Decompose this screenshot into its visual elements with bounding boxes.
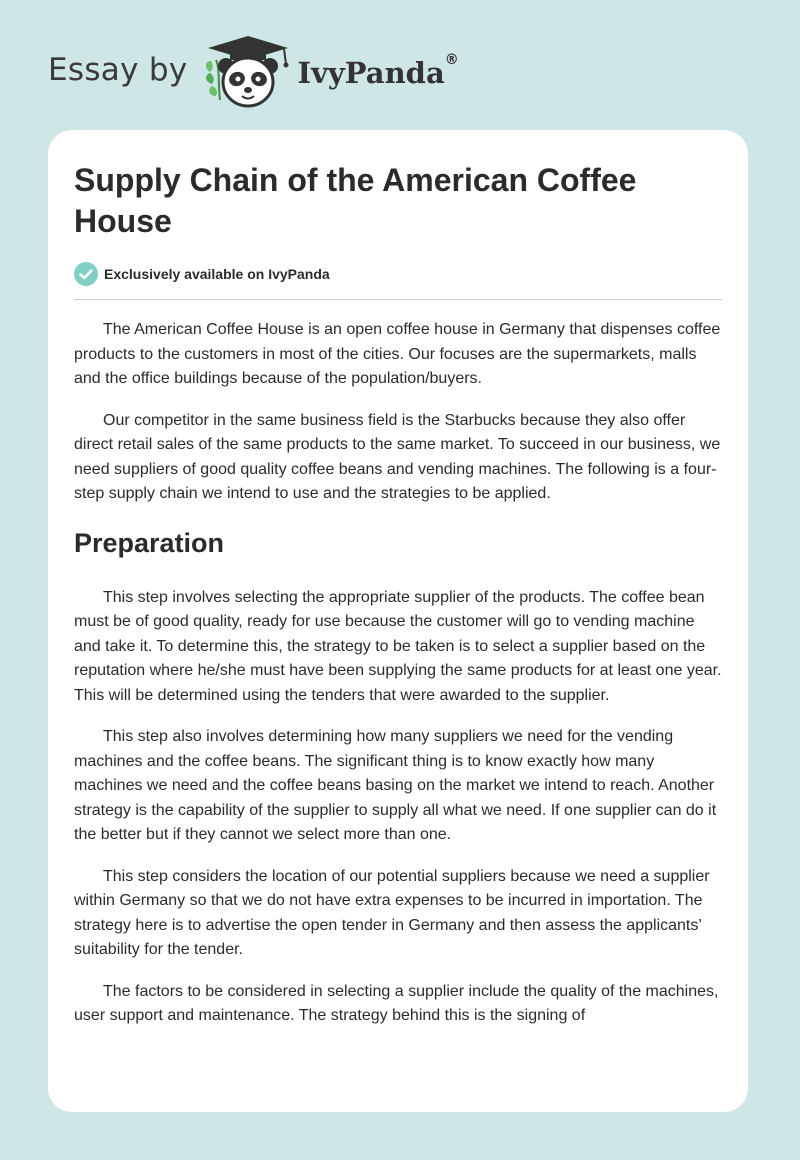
paragraph: This step considers the location of our potential suppliers because we need a supplier within Germany so that we do not have extra expenses to be incurred in importation. The strategy here is to advertise the open tender in Germany and then assess the applicants’ suitability for the tender. [74, 867, 710, 958]
brand-prefix: Essay by [48, 52, 188, 88]
paragraph: The American Coffee House is an open coffee house in Germany that dispenses coffee products to the customers in most of the cities. Our focuses are the supermarkets, malls and the office buildings because of the population/buyers. [74, 321, 721, 387]
paragraph: This step also involves determining how many suppliers we need for the vending machines and the coffee beans. The significant thing is to know exactly how many machines we need and the coffee beans basing on the market we intend to reach. Another strategy is the capability of the supplier to supply all what we need. If one supplier can do it the better but if they cannot we select more than one. [74, 728, 717, 843]
paragraph: This step involves selecting the appropriate supplier of the products. The coffee bean must be of good quality, ready for use because the customer will go to vending machine and take it. To determine this, the strategy to be taken is to select a supplier based on the reputation where he/she must have been supplying the same products for at least one year. This will be determined using the tenders that were awarded to the supplier. [74, 588, 722, 704]
exclusive-badge [74, 262, 722, 300]
section-heading: Preparation [74, 527, 225, 558]
site-header [48, 34, 459, 110]
essay-card [48, 130, 748, 1112]
exclusive-badge-label: Exclusively available on IvyPanda [104, 266, 330, 282]
page-title: Supply Chain of the American Coffee House [74, 162, 637, 239]
brand-name[interactable]: IvyPanda® [297, 52, 459, 90]
essay-body [74, 318, 722, 1029]
check-badge-icon [74, 262, 98, 286]
panda-logo-icon[interactable] [202, 34, 294, 110]
paragraph: The factors to be considered in selecting a supplier include the quality of the machines, user support and maintenance. The strategy behind this is the signing of [74, 982, 719, 1024]
paragraph: Our competitor in the same business field is the Starbucks because they also offer direct retail sales of the same products to the same market. To succeed in our business, we need suppliers of good quality coffee beans and vending machines. The following is a four-step supply chain we intend to use and the strategies to be applied. [74, 411, 721, 502]
